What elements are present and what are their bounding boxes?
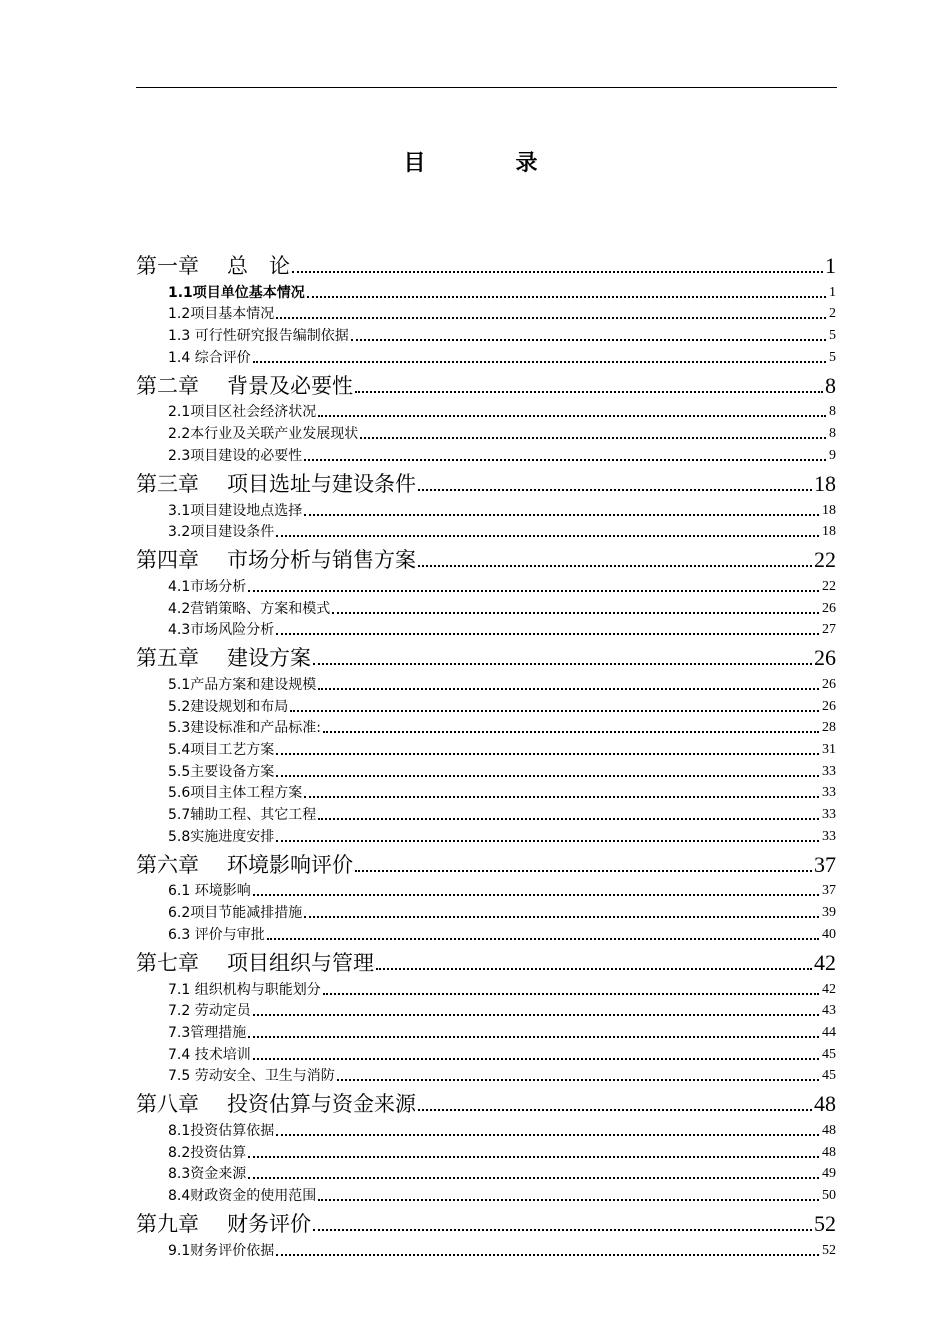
toc-page-number: 8 [829,404,836,420]
toc-chapter-label [136,1090,416,1118]
toc-section-label: 6.2项目节能减排措施 [168,905,303,922]
toc-chapter-label [136,372,353,400]
toc-section-entry[interactable] [136,694,836,716]
dot-leader [304,514,819,516]
toc-chapter-entry[interactable] [136,846,836,879]
toc-page-number: 33 [822,828,836,844]
toc-chapter-label [136,470,416,498]
toc-section-entry[interactable] [136,1238,836,1260]
dot-leader [360,437,826,439]
toc-section-entry[interactable] [136,520,836,542]
dot-leader [318,818,819,820]
toc-page-number: 1 [829,284,836,300]
dot-leader [318,688,819,690]
toc-section-entry[interactable] [136,618,836,640]
toc-section-entry[interactable] [136,421,836,443]
toc-page-number: 52 [814,1211,836,1236]
dot-leader [418,565,812,567]
toc-page-number: 33 [822,763,836,779]
dot-leader [307,296,826,298]
toc-section-label: 5.7辅助工程、其它工程 [168,807,317,824]
toc-chapter-entry[interactable] [136,1205,836,1238]
dot-leader [248,590,819,592]
toc-page-number: 9 [829,447,836,463]
toc-chapter-number: 第六章 [136,852,199,877]
dot-leader [318,1199,819,1201]
toc-section-entry[interactable] [136,824,836,846]
toc-page-number: 26 [822,698,836,714]
dot-leader [351,339,826,341]
toc-chapter-name: 项目选址与建设条件 [227,471,416,496]
dot-leader [304,796,819,798]
toc-section-label: 1.1项目单位基本情况 [168,284,305,301]
toc-section-entry[interactable] [136,1064,836,1086]
toc-page-number: 48 [822,1144,836,1160]
toc-section-label: 5.4项目工艺方案 [168,742,275,758]
toc-page-number: 31 [822,742,836,757]
toc-chapter-label [136,949,374,977]
dot-leader [253,1014,819,1016]
toc-section-entry[interactable] [136,999,836,1021]
toc-page-number: 50 [822,1188,836,1203]
toc-section-label: 1.2项目基本情况 [168,306,275,323]
toc-section-entry[interactable] [136,1183,836,1205]
toc-page-number: 26 [814,645,836,671]
toc-page-number: 40 [822,926,836,942]
toc-title: 目 录 [403,151,572,176]
toc-page-number: 37 [814,851,836,877]
header-rule [136,87,837,88]
toc-section-label: 4.3市场风险分析 [168,622,275,639]
toc-section-label: 4.2营销策略、方案和模式 [168,600,331,617]
toc-section-entry[interactable] [136,1162,836,1184]
toc-page-number: 5 [829,328,836,344]
dot-leader [355,391,823,393]
toc-page-number: 52 [822,1242,836,1258]
toc-page-number: 48 [814,1091,836,1117]
dot-leader [304,459,826,461]
toc-chapter-number: 第三章 [136,471,199,496]
dot-leader [248,1177,819,1179]
toc-page-number: 37 [822,883,836,899]
toc-section-entry[interactable] [136,302,836,324]
dot-leader [292,271,823,273]
toc-page-number: 49 [822,1166,836,1182]
dot-leader [276,840,819,842]
toc-chapter-label [136,252,290,280]
toc-section-label: 5.8实施进度安排 [168,828,275,845]
toc-chapter-entry[interactable] [136,367,836,400]
toc-page-number: 22 [822,578,836,594]
toc-section-label: 6.3 评价与审批 [168,926,265,943]
toc-chapter-label [136,851,353,879]
toc-section-entry[interactable] [136,900,836,922]
toc-chapter-number: 第七章 [136,950,199,975]
toc-page-number: 18 [822,502,836,518]
toc-section-entry[interactable] [136,280,836,302]
toc-section-entry[interactable] [136,879,836,901]
toc-section-label: 8.1投资估算依据 [168,1122,275,1139]
dot-leader [313,1229,812,1231]
dot-leader [304,916,819,918]
dot-leader [355,870,812,872]
toc-chapter-name: 建设方案 [227,646,311,671]
toc-section-label: 7.2 劳动定员 [168,1003,251,1020]
toc-section-label: 7.1 组织机构与职能划分 [168,981,321,998]
dot-leader [248,1156,819,1158]
toc-chapter-number: 第五章 [136,646,199,671]
dot-leader [313,663,812,665]
toc-section-label: 5.2建设规划和布局 [168,698,289,715]
toc-section-entry[interactable] [136,759,836,781]
toc-page-number: 18 [822,524,836,540]
toc-section-label: 5.3建设标准和产品标准: [168,720,321,737]
dot-leader [290,710,819,712]
toc-section-entry[interactable] [136,443,836,465]
toc-section-label: 8.3资金来源 [168,1166,247,1183]
toc-section-entry[interactable] [136,977,836,999]
toc-section-label: 2.1项目区社会经济状况 [168,404,317,421]
toc-page-number: 45 [822,1046,836,1062]
toc-page-number: 27 [822,622,836,638]
toc-section-entry[interactable] [136,781,836,803]
toc-section-entry[interactable] [136,737,836,759]
toc-chapter-label [136,1210,311,1238]
toc-section-entry[interactable] [136,1140,836,1162]
toc-page-number: 33 [822,807,836,823]
dot-leader [253,894,819,896]
toc-section-entry[interactable] [136,498,836,520]
toc-page-number: 33 [822,785,836,801]
toc-section-label: 1.4 综合评价 [168,349,251,366]
toc-section-entry[interactable] [136,1118,836,1140]
toc-chapter-entry[interactable] [136,465,836,498]
dot-leader [276,775,819,777]
toc-section-entry[interactable] [136,802,836,824]
toc-section-entry[interactable] [136,400,836,422]
toc-chapter-name: 财务评价 [227,1212,311,1236]
toc-page-number: 26 [822,600,836,616]
toc-section-label: 4.1市场分析 [168,578,247,595]
toc-chapter-name: 环境影响评价 [227,852,353,877]
toc-chapter-entry[interactable] [136,944,836,977]
toc-section-entry[interactable] [136,716,836,738]
toc-page-number: 48 [822,1122,836,1138]
toc-section-entry[interactable] [136,323,836,345]
toc-page-number: 42 [822,981,836,997]
toc-section-label: 7.5 劳动安全、卫生与消防 [168,1068,335,1085]
toc-page-number: 5 [829,349,836,365]
toc-section-label: 5.5主要设备方案 [168,763,275,780]
dot-leader [267,938,819,940]
dot-leader [276,317,826,319]
dot-leader [253,361,826,363]
toc-chapter-number: 第九章 [136,1212,199,1236]
toc-chapter-entry[interactable] [136,247,836,280]
toc-chapter-name: 项目组织与管理 [227,950,374,975]
toc-section-entry[interactable] [136,574,836,596]
toc-chapter-number: 第八章 [136,1092,199,1117]
toc-section-entry[interactable] [136,922,836,944]
dot-leader [332,612,819,614]
toc-section-label: 6.1 环境影响 [168,883,251,900]
toc-chapter-name: 投资估算与资金来源 [227,1092,416,1117]
dot-leader [418,1109,812,1111]
toc-chapter-label [136,644,311,672]
toc-section-label: 8.2投资估算 [168,1144,247,1161]
toc-page-number: 44 [822,1024,836,1040]
toc-section-entry[interactable] [136,1020,836,1042]
toc-page-number: 8 [825,372,836,398]
toc-section-label: 7.3管理措施 [168,1024,247,1041]
toc-chapter-entry[interactable] [136,1085,836,1118]
dot-leader [253,1058,819,1060]
dot-leader [276,753,819,755]
dot-leader [276,1134,819,1136]
toc-section-entry[interactable] [136,596,836,618]
dot-leader [418,489,812,491]
dot-leader [318,415,826,417]
dot-leader [248,1036,819,1038]
dot-leader [337,1079,819,1081]
toc-chapter-number: 第一章 [136,254,199,278]
toc-chapter-entry[interactable] [136,541,836,574]
toc-section-label: 2.2本行业及关联产业发展现状 [168,426,359,443]
toc-page-number: 2 [829,306,836,322]
table-of-contents [136,247,836,1260]
toc-section-label: 5.1产品方案和建设规模 [168,676,317,693]
toc-section-label: 1.3 可行性研究报告编制依据 [168,328,349,345]
toc-chapter-name: 市场分析与销售方案 [227,548,416,573]
dot-leader [376,968,812,970]
toc-chapter-entry[interactable] [136,639,836,672]
toc-page-number: 1 [825,253,836,278]
toc-section-entry[interactable] [136,1042,836,1064]
toc-chapter-label [136,546,416,574]
toc-section-label: 3.2项目建设条件 [168,524,275,541]
toc-page-number: 22 [814,547,836,573]
toc-page-number: 42 [814,949,836,975]
toc-section-label: 9.1财务评价依据 [168,1242,275,1259]
toc-chapter-number: 第二章 [136,373,199,398]
dot-leader [276,633,819,635]
dot-leader [276,1254,819,1256]
toc-page-number: 8 [829,426,836,442]
toc-section-label: 7.4 技术培训 [168,1046,251,1063]
toc-page-number: 26 [822,676,836,692]
toc-section-label: 8.4财政资金的使用范围 [168,1188,317,1204]
toc-section-label: 3.1项目建设地点选择 [168,502,303,519]
toc-section-label: 2.3项目建设的必要性 [168,447,303,464]
dot-leader [276,535,819,537]
toc-page-number: 45 [822,1068,836,1084]
dot-leader [323,993,819,995]
toc-section-entry[interactable] [136,345,836,367]
toc-chapter-name: 背景及必要性 [227,373,353,398]
toc-page-number: 28 [822,720,836,736]
toc-chapter-name: 总 论 [227,254,290,278]
toc-section-label: 5.6项目主体工程方案 [168,785,303,802]
toc-page-number: 39 [822,905,836,921]
toc-chapter-number: 第四章 [136,548,199,573]
toc-section-entry[interactable] [136,672,836,694]
toc-page-number: 18 [814,470,836,496]
dot-leader [323,731,819,733]
toc-page-number: 43 [822,1003,836,1019]
